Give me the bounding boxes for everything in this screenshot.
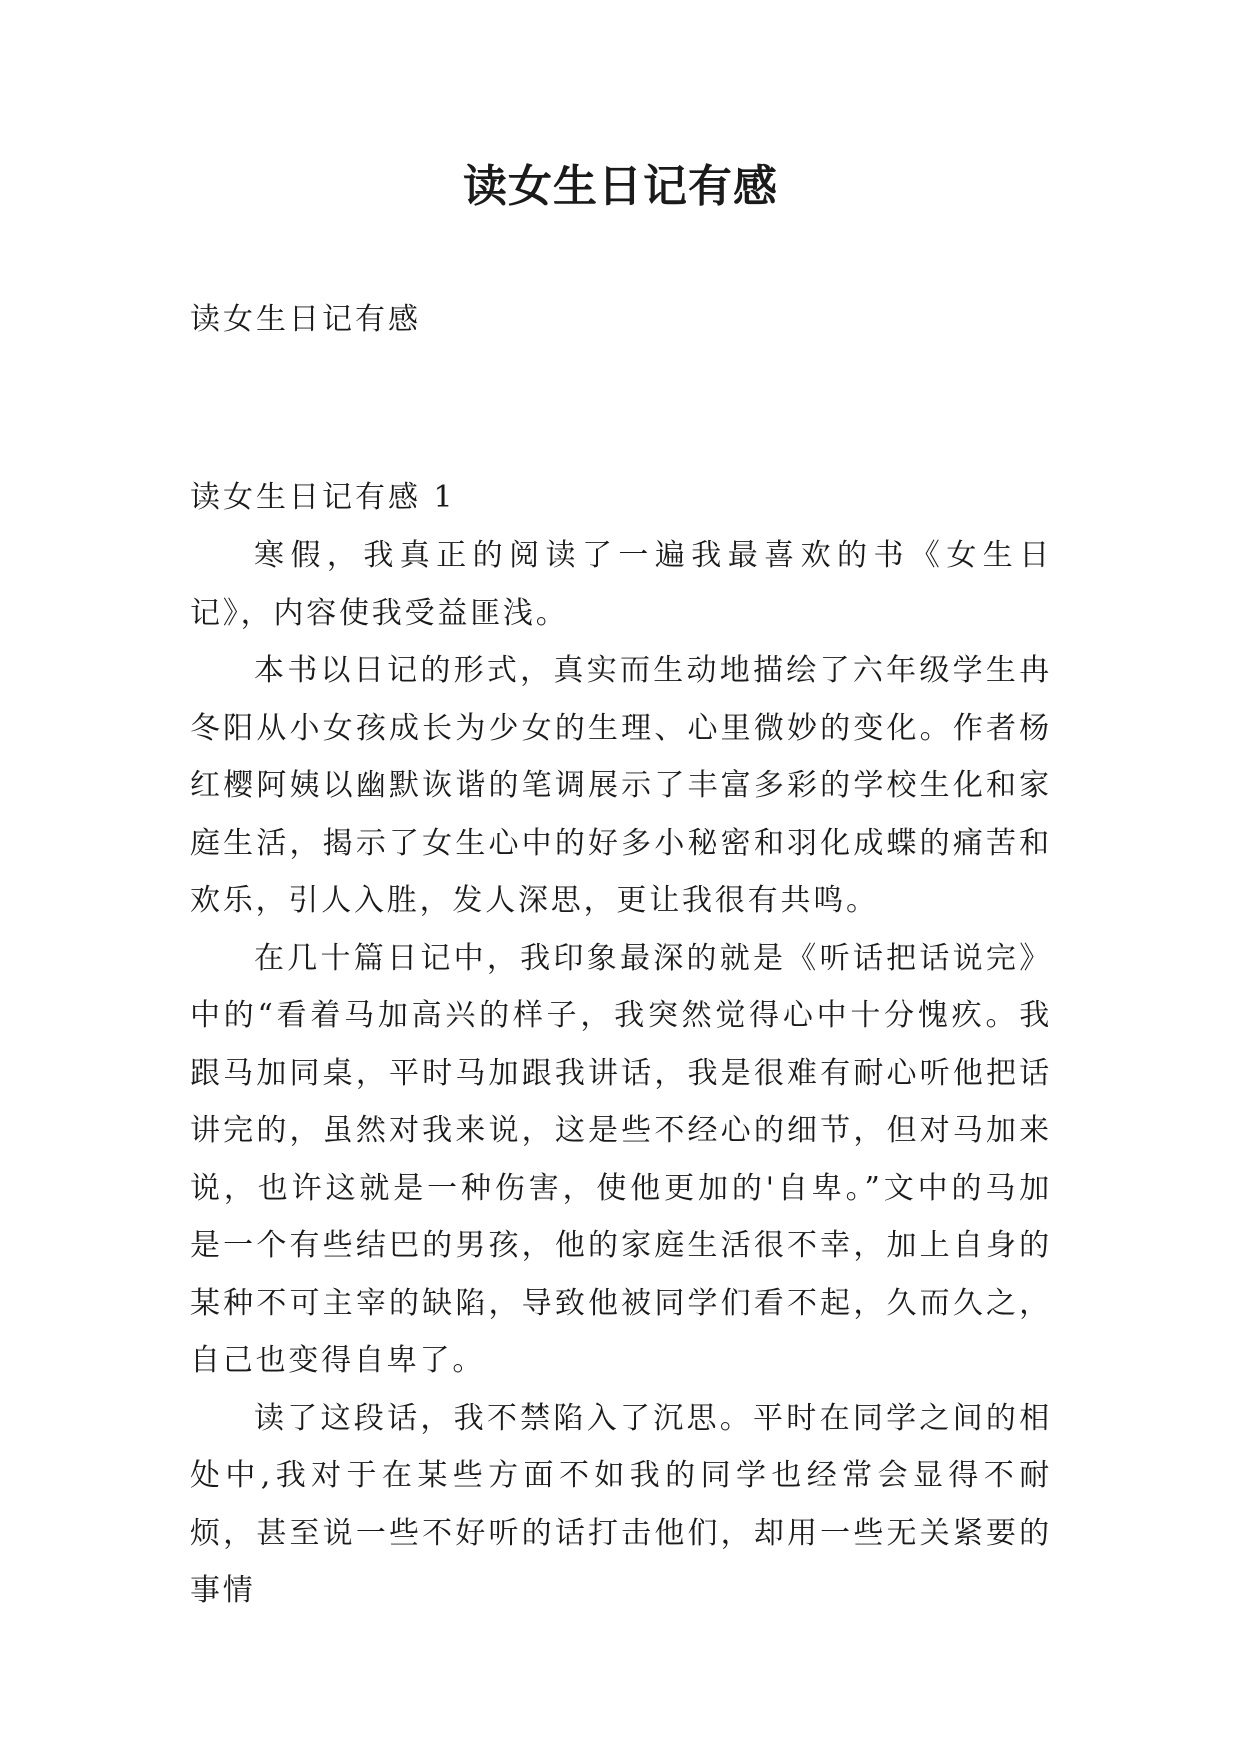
paragraph: 本书以日记的形式，真实而生动地描绘了六年级学生冉冬阳从小女孩成长为少女的生理、心里微妙的变化。作者杨红樱阿姨以幽默诙谐的笔调展示了丰富多彩的学校生化和家庭生活，揭示了女生心中的好多小秘密和羽化成蝶的痛苦和欢乐，引人入胜，发人深思，更让我很有共鸣。: [190, 653, 1052, 918]
document-title: 读女生日记有感: [463, 161, 778, 212]
paragraph: 读了这段话，我不禁陷入了沉思。平时在同学之间的相处中,我对于在某些方面不如我的同学也经常会显得不耐烦，甚至说一些不好听的话打击他们，却用一些无关紧要的事情: [190, 1400, 1052, 1608]
document-subtitle: 读女生日记有感: [190, 302, 421, 337]
section-heading: 读女生日记有感 1: [190, 480, 456, 515]
paragraph: 在几十篇日记中，我印象最深的就是《听话把话说完》中的“看着马加高兴的样子，我突然觉得心中十分愧疚。我跟马加同桌，平时马加跟我讲话，我是很难有耐心听他把话讲完的，虽然对我来说，这是些不经心的细节，但对马加来说，也许这就是一种伤害，使他更加的'自卑。”文中的马加是一个有些结巴的男孩，他的家庭生活很不幸，加上自身的某种不可主宰的缺陷，导致他被同学们看不起，久而久之，自己也变得自卑了。: [190, 940, 1052, 1378]
document-body: [190, 527, 1052, 1620]
paragraph: 寒假，我真正的阅读了一遍我最喜欢的书《女生日记》，内容使我受益匪浅。: [190, 538, 1052, 631]
